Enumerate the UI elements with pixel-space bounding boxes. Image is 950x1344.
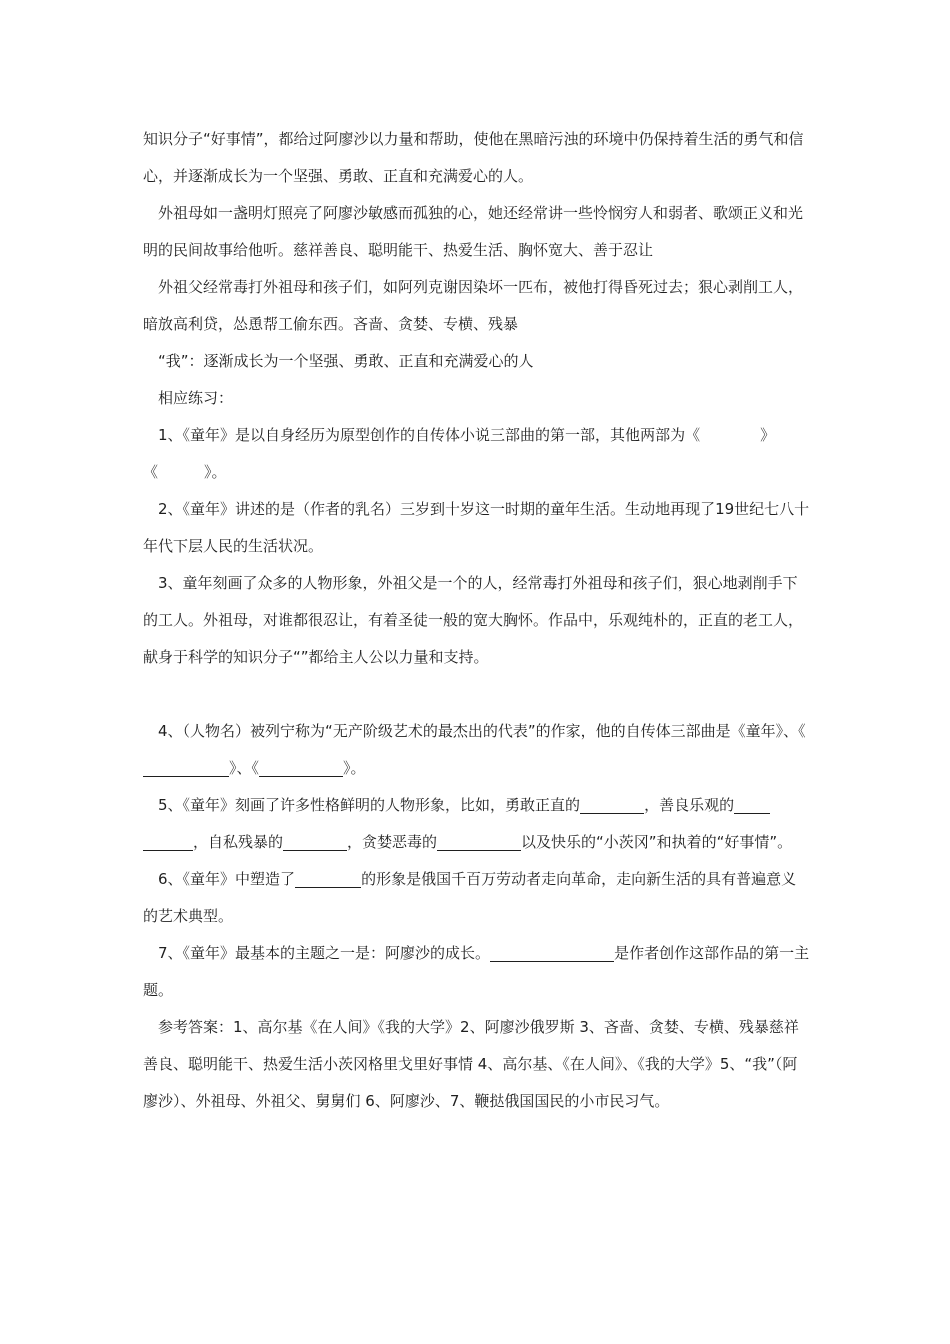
answer-blank bbox=[580, 795, 644, 814]
blank-line bbox=[143, 676, 811, 713]
answer-blank bbox=[437, 832, 521, 851]
answer-blank bbox=[143, 758, 229, 777]
exercise-heading: 相应练习： bbox=[158, 389, 234, 407]
question-6: 6、《童年》中塑造了 的形象是俄国千百万劳动者走向革命，走向新生活的具有普遍意义的艺术典型。 bbox=[143, 870, 797, 925]
reference-answers: 参考答案：1、高尔基《在人间》《我的大学》2、阿廖沙俄罗斯 3、吝啬、贪婪、专横、残暴慈祥善良、聪明能干、热爱生活小茨冈格里戈里好事情 4、高尔基、《在人间》、《我的大学》5、“我”（阿廖沙）、外祖母、外祖父、舅舅们 6、阿廖沙、7、鞭挞俄国国民的小市民习气。 bbox=[143, 1018, 799, 1110]
question-7: 7、《童年》最基本的主题之一是：阿廖沙的成长。 是作者创作这部作品的第一主题。 bbox=[143, 944, 810, 999]
answer-blank bbox=[259, 758, 343, 777]
paragraph-grandmother: 外祖母如一盏明灯照亮了阿廖沙敏感而孤独的心，她还经常讲一些怜悯穷人和弱者、歌颂正义和光明的民间故事给他听。慈祥善良、聪明能干、热爱生活、胸怀宽大、善于忍让 bbox=[143, 204, 804, 259]
question-5: 5、《童年》刻画了许多性格鲜明的人物形象，比如，勇敢正直的 ，善良乐观的，自私残暴的 ，贪婪恶毒的 以及快乐的“小茨冈”和执着的“好事情”。 bbox=[143, 787, 811, 861]
document-body bbox=[143, 121, 811, 1120]
answer-blank bbox=[490, 943, 614, 962]
paragraph-grandfather: 外祖父经常毒打外祖母和孩子们，如阿列克谢因染坏一匹布，被他打得昏死过去；狠心剥削工人，暗放高利贷，怂恿帮工偷东西。吝啬、贪婪、专横、残暴 bbox=[143, 278, 804, 333]
question-4: 4、（人物名）被列宁称为“无产阶级艺术的最杰出的代表”的作家，他的自传体三部曲是《童年》、《》、《 》。 bbox=[143, 713, 811, 787]
answer-blank bbox=[143, 832, 193, 851]
question-1: 1、《童年》是以自身经历为原型创作的自传体小说三部曲的第一部，其他两部为《 》 《 》。 bbox=[143, 426, 776, 481]
answer-blank bbox=[734, 795, 770, 814]
answer-blank bbox=[283, 832, 347, 851]
question-2: 2、《童年》讲述的是（作者的乳名）三岁到十岁这一时期的童年生活。生动地再现了19世纪七八十年代下层人民的生活状况。 bbox=[143, 500, 810, 555]
question-3: 3、童年刻画了众多的人物形象，外祖父是一个的人，经常毒打外祖母和孩子们，狠心地剥削手下的工人。外祖母，对谁都很忍让，有着圣徒一般的宽大胸怀。作品中，乐观纯朴的，正直的老工人，献身于科学的知识分子“”都给主人公以力量和支持。 bbox=[143, 574, 804, 666]
paragraph-good-business: 知识分子“好事情”，都给过阿廖沙以力量和帮助，使他在黑暗污浊的环境中仍保持着生活的勇气和信心，并逐渐成长为一个坚强、勇敢、正直和充满爱心的人。 bbox=[143, 130, 804, 185]
answer-blank bbox=[295, 869, 361, 888]
paragraph-me: “我”：逐渐成长为一个坚强、勇敢、正直和充满爱心的人 bbox=[158, 352, 534, 370]
